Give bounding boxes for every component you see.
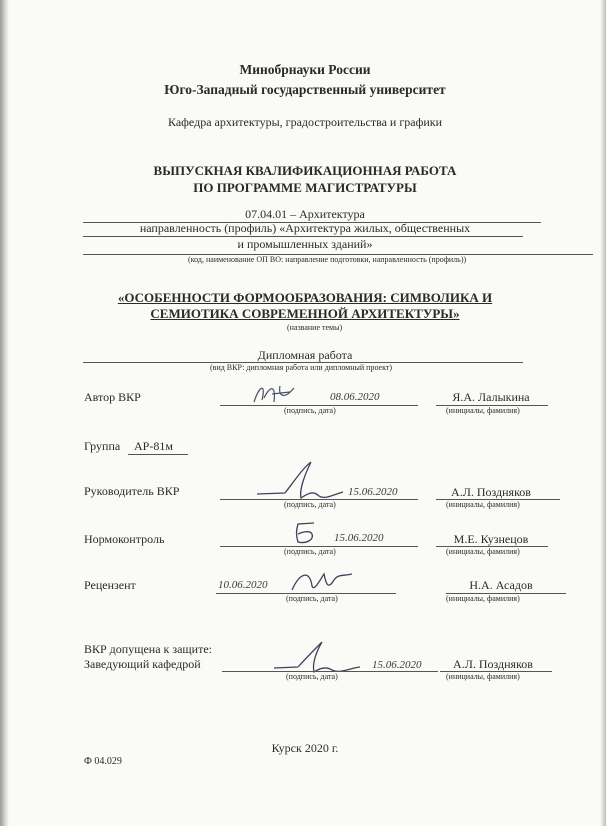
reviewer-name-caption: (инициалы, фамилия) — [446, 594, 520, 603]
head-name: А.Л. Поздняков — [453, 657, 533, 671]
supervisor-date: 15.06.2020 — [348, 486, 398, 498]
thesis-theme-line2: СЕМИОТИКА СОВРЕМЕННОЙ АРХИТЕКТУРЫ» — [150, 306, 460, 321]
reviewer-name: Н.А. Асадов — [469, 578, 533, 592]
head-signature-caption: (подпись, дата) — [286, 672, 338, 681]
work-type-caption: (вид ВКР: дипломная работа или дипломный проект) — [210, 363, 393, 372]
supervisor-name: А.Л. Поздняков — [451, 485, 531, 499]
thesis-theme-line1: «ОСОБЕННОСТИ ФОРМООБРАЗОВАНИЯ: СИМВОЛИКА И — [117, 290, 493, 305]
scan-edge-left — [0, 0, 9, 826]
admission-label: ВКР допущена к защите: — [84, 642, 212, 656]
reviewer-date: 10.06.2020 — [218, 579, 268, 591]
ministry-name: Минобрнауки России — [239, 62, 371, 77]
group-label: Группа — [84, 439, 121, 453]
program-code: 07.04.01 – Архитектура — [245, 207, 365, 221]
form-code: Ф 04.029 — [84, 756, 122, 767]
program-profile-line2: и промышленных зданий» — [237, 237, 373, 251]
supervisor-signature-caption: (подпись, дата) — [284, 500, 336, 509]
normcontrol-signature-caption: (подпись, дата) — [284, 547, 336, 556]
document-title-line2: ПО ПРОГРАММЕ МАГИСТРАТУРЫ — [193, 180, 417, 195]
university-name: Юго-Западный государственный университет — [164, 82, 446, 97]
city-year: Курск 2020 г. — [271, 741, 339, 755]
program-caption: (код, наименование ОП ВО: направление подготовки, направленность (профиль)) — [188, 255, 467, 264]
head-date: 15.06.2020 — [372, 659, 422, 671]
supervisor-signature — [255, 460, 345, 504]
author-name: Я.А. Лалыкина — [452, 390, 530, 404]
reviewer-signature-caption: (подпись, дата) — [286, 594, 338, 603]
normcontrol-name: М.Е. Кузнецов — [453, 532, 529, 546]
work-type: Дипломная работа — [257, 348, 353, 362]
normcontrol-name-caption: (инициалы, фамилия) — [446, 547, 520, 556]
group-rule — [128, 454, 188, 455]
normcontrol-signature — [292, 520, 326, 546]
group-value: АР-81м — [134, 439, 173, 453]
reviewer-signature — [290, 566, 354, 596]
author-name-caption: (инициалы, фамилия) — [446, 406, 520, 415]
scan-edge-right — [600, 0, 606, 826]
head-of-department-label: Заведующий кафедрой — [84, 657, 201, 671]
theme-caption: (название темы) — [287, 323, 343, 332]
normcontrol-date: 15.06.2020 — [334, 532, 384, 544]
head-name-caption: (инициалы, фамилия) — [446, 672, 520, 681]
author-label: Автор ВКР — [84, 390, 141, 404]
normcontrol-label: Нормоконтроль — [84, 532, 165, 546]
supervisor-name-caption: (инициалы, фамилия) — [446, 500, 520, 509]
program-profile-line1: направленность (профиль) «Архитектура жилых, общественных — [139, 221, 471, 235]
supervisor-label: Руководитель ВКР — [84, 484, 180, 498]
reviewer-label: Рецензент — [84, 578, 136, 592]
author-date: 08.06.2020 — [330, 391, 380, 403]
author-signature-caption: (подпись, дата) — [284, 406, 336, 415]
document-title-line1: ВЫПУСКНАЯ КВАЛИФИКАЦИОННАЯ РАБОТА — [153, 163, 457, 178]
department-name: Кафедра архитектуры, градостроительства и графики — [167, 115, 443, 129]
